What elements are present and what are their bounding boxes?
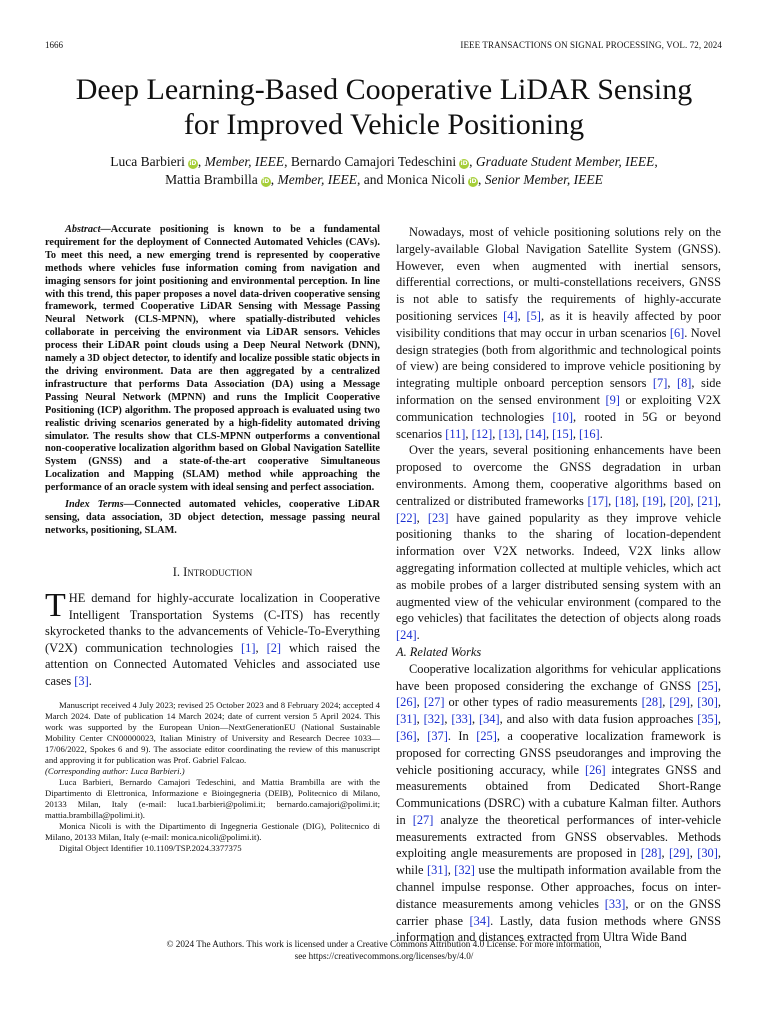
license-line-2 <box>0 950 768 962</box>
citation-link[interactable]: [2] <box>266 640 282 655</box>
citation-link[interactable]: [26] <box>396 695 417 710</box>
citation-link[interactable]: [31] <box>396 712 417 727</box>
citation-link[interactable]: [36] <box>396 728 417 743</box>
citation-link[interactable]: [30] <box>697 846 718 861</box>
citation-link[interactable]: [34] <box>469 913 491 928</box>
footnote-affiliation: Monica Nicoli is with the Dipartimento di Ingegneria Gestionale (DIG), Politecnico di Milano, 20133 Milan, Italy (e-mail: monica.nicoli@polimi.it). <box>45 820 380 842</box>
citation-link[interactable]: [24] <box>396 628 417 643</box>
footnote-received: Manuscript received 4 July 2023; revised 25 October 2023 and 8 February 2024; accepted 4 March 2024. Date of publication 14 March 2024; date of current version 5 April 2024. This work was supported by the European Union—NextGenerationEU (National Sustainable Mobility Center CN00000023, Italian Ministry of University and Research Decree 1033—17/06/2022, Spokes 6 and 9). The associate editor coordinating the review of this manuscript and approving it for publication was Prof. Gabriel Falcao. <box>45 699 380 765</box>
title-line-1: Deep Learning-Based Cooperative LiDAR Sensing <box>75 73 693 106</box>
citation-link[interactable]: [30] <box>697 695 718 710</box>
section-title: Introduction <box>183 564 253 579</box>
citation-link[interactable]: [3] <box>74 673 89 688</box>
citation-link[interactable]: [37] <box>427 728 448 743</box>
author-separator: , <box>477 172 485 187</box>
author-separator: , <box>284 154 291 169</box>
orcid-icon[interactable]: iD <box>460 160 468 167</box>
author-line-2 <box>0 171 768 189</box>
index-terms-label: Index Terms <box>65 499 124 511</box>
citation-link[interactable]: [21] <box>697 493 718 508</box>
footnote-affiliation: Luca Barbieri, Bernardo Camajori Tedeschini, and Mattia Brambilla are with the Dipartimento di Elettronica, Informazione e Bioingegneria (DEIB), Politecnico di Milano, 20133 Milan, Italy (e-mail: luca1.barbieri@polimi.it; bernardo.camajori@polimi.it; mattia.brambilla@polimi.it). <box>45 776 380 820</box>
orcid-icon[interactable]: iD <box>189 160 197 167</box>
footnotes <box>45 700 380 854</box>
citation-link[interactable]: [10] <box>552 409 574 424</box>
drop-cap: T <box>45 586 66 624</box>
citation-link[interactable]: [33] <box>451 712 472 727</box>
citation-link[interactable]: [33] <box>604 896 626 911</box>
citation-link[interactable]: [12] <box>471 426 493 441</box>
citation-link[interactable]: [1] <box>241 640 256 655</box>
index-terms <box>45 499 380 538</box>
author-name: Bernardo Camajori Tedeschini <box>290 154 457 169</box>
citation-link[interactable]: [32] <box>454 863 475 878</box>
author-name: Luca Barbieri <box>110 154 185 169</box>
author-line-1 <box>0 153 768 171</box>
title-line-2: for Improved Vehicle Positioning <box>183 108 585 141</box>
author-separator: , <box>469 154 476 169</box>
intro-paragraph <box>45 586 381 690</box>
license-prefix: see <box>294 951 309 961</box>
abstract <box>45 224 380 495</box>
footnote-corresponding: (Corresponding author: Luca Barbieri.) <box>45 765 185 776</box>
citation-link[interactable]: [22] <box>396 510 417 525</box>
page-number: 1666 <box>45 40 63 50</box>
license-link[interactable]: https://creativecommons.org/licenses/by/4.0/ <box>308 951 474 961</box>
paper-title <box>0 72 768 142</box>
orcid-icon[interactable]: iD <box>262 178 270 185</box>
license-notice <box>0 938 768 962</box>
citation-link[interactable]: [25] <box>476 728 497 743</box>
intro-text: which raised the attention on Connected Automated Vehicles and associated use cases <box>45 640 381 688</box>
section-heading-introduction <box>45 564 380 580</box>
citation-link[interactable]: [5] <box>526 308 541 323</box>
citation-link[interactable]: [8] <box>676 376 692 391</box>
author-list <box>0 153 768 189</box>
author-separator: , and <box>357 172 387 187</box>
intro-text: HE demand for highly-accurate localization in Cooperative Intelligent Transportation Systems (C-ITS) has recently skyrocketed thanks to the advancements of Vehicle-To-Everything (V2X) communication technologies <box>45 590 380 655</box>
citation-link[interactable]: [11] <box>445 426 466 441</box>
journal-header: IEEE TRANSACTIONS ON SIGNAL PROCESSING, VOL. 72, 2024 <box>460 40 722 50</box>
citation-link[interactable]: [16] <box>579 426 600 441</box>
citation-link[interactable]: [31] <box>427 863 448 878</box>
intro-text: , <box>255 640 267 655</box>
footnote-doi: Digital Object Identifier 10.1109/TSP.2024.3377375 <box>59 842 242 853</box>
right-column <box>396 224 721 946</box>
citation-link[interactable]: [35] <box>697 712 718 727</box>
author-separator: , <box>197 154 205 169</box>
body-paragraph: Cooperative localization algorithms for vehicular applications have been proposed considering the exchange of GNSS [25], [26], [27] or other types of radio measurements [28], [29], [30], [31], [32], [33], [34], and also with data fusion approaches [35], [36], [37]. In [25], a cooperative localization framework is proposed for correcting GNSS pseudoranges and improving the vehicle positioning accuracy, while [26] integrates GNSS and measurements obtained from Dedicated Short-Range Communications (DSRC) with a cubature Kalman filter. Authors in [27] analyze the theoretical performances of inter-vehicle measurements extracted from GNSS observables. Methods exploiting angle measurements are proposed in [28], [29], [30], while [31], [32] use the multipath information available from the channel impulse response. Other approaches, focus on inter-distance measurements among vehicles [33], or on the GNSS carrier phase [34]. Lastly, data fusion methods where GNSS information and distances extracted from Ultra Wide Band <box>396 661 721 945</box>
author-role: Senior Member, IEEE <box>484 172 603 187</box>
citation-link[interactable]: [15] <box>552 426 573 441</box>
license-line-1: © 2024 The Authors. This work is licensed under a Creative Commons Attribution 4.0 License. For more information, <box>166 939 602 949</box>
citation-link[interactable]: [6] <box>669 325 685 340</box>
body-paragraph: Over the years, several positioning enhancements have been proposed to overcome the GNSS degradation in urban environments. Among them, cooperative algorithms based on centralized or distributed frameworks [17], [18], [19], [20], [21], [22], [23] have gained popularity as they improve vehicle positioning thanks to the sharing of location-dependent information over V2X networks. Indeed, V2X links allow aggregating information collected at multiple vehicles, which act as mobile probes of a larger distributed sensing system with an augmented view of the vehicular environment (compared to the ego vehicles) that facilitates the detection of objects along roads [24]. <box>396 443 721 643</box>
citation-link[interactable]: [17] <box>587 493 609 508</box>
citation-link[interactable]: [26] <box>584 762 606 777</box>
author-role: Graduate Student Member, IEEE <box>475 154 655 169</box>
citation-link[interactable]: [29] <box>669 695 691 710</box>
author-separator: , <box>270 172 278 187</box>
citation-link[interactable]: [20] <box>669 493 691 508</box>
citation-link[interactable]: [27] <box>412 812 434 827</box>
citation-link[interactable]: [28] <box>641 695 663 710</box>
subsection-heading: A. Related Works <box>396 644 482 659</box>
citation-link[interactable]: [13] <box>498 426 520 441</box>
citation-link[interactable]: [18] <box>614 493 636 508</box>
abstract-body: —Accurate positioning is known to be a fundamental requirement for the deployment of Connected Automated Vehicles (CAVs). To meet this need, a new emerging trend is represented by cooperative methods where vehicles fuse information coming from navigation and imaging sensors for joint positioning and environmental perception. In line with this trend, this paper proposes a novel data-driven cooperative sensing framework, termed Cooperative LiDAR Sensing with Message Passing Neural Network (CLS-MPNN), where spatially-distributed vehicles collaborate in perceiving the environment via LiDAR sensors. Vehicles process their LiDAR point clouds using a Deep Neural Network (DNN), namely a 3D object detector, to identify and localize possible static objects in the driving environment. Data are then aggregated by a centralized infrastructure that performs Data Association (DA) using a Message Passing Neural Network (MPNN) and runs the Implicit Cooperative Positioning (ICP) algorithm. The proposed approach is evaluated using two realistic driving scenarios generated by a high-fidelity automated driving simulator. The results show that CLS-MPNN outperforms a conventional non-cooperative localization algorithm based on Global Navigation Satellite System (GNSS) and a state-of-the-art cooperative Simultaneous Localization and Mapping (SLAM) method while approaching the performance of an oracle system with ideal sensing and perfect association. <box>45 224 380 494</box>
index-terms-body: —Connected automated vehicles, cooperative LiDAR sensing, data association, 3D object detection, message passing neural networks, positioning, SLAM. <box>45 499 380 536</box>
citation-link[interactable]: [32] <box>423 712 445 727</box>
abstract-label: Abstract <box>65 224 101 235</box>
section-numeral: I. <box>172 564 184 579</box>
citation-link[interactable]: [14] <box>525 426 546 441</box>
intro-text: . <box>88 673 92 688</box>
citation-link[interactable]: [29] <box>669 846 690 861</box>
citation-link[interactable]: [25] <box>697 678 718 693</box>
citation-link[interactable]: [19] <box>642 493 664 508</box>
citation-link[interactable]: [9] <box>605 392 620 407</box>
left-column <box>45 224 380 854</box>
orcid-icon[interactable]: iD <box>469 178 477 185</box>
author-separator: , <box>654 154 658 169</box>
citation-link[interactable]: [7] <box>652 376 668 391</box>
author-name: Mattia Brambilla <box>165 172 258 187</box>
body-paragraph: Nowadays, most of vehicle positioning solutions rely on the largely-available Global Navigation Satellite System (GNSS). However, even when augmented with inertial sensors, differential corrections, or multi-constellations receivers, GNSS is not able to satisfy the requirements of highly-accurate positioning services [4], [5], as it is heavily affected by poor visibility conditions that may occur in urban scenarios [6]. Novel design strategies (both from algorithmic and technological points of view) are being considered to improve vehicle positioning by integrating multiple onboard perception sensors [7], [8], side information on the sensed environment [9] or exploiting V2X communication technologies [10], rooted in 5G or beyond scenarios [11], [12], [13], [14], [15], [16]. <box>396 225 721 441</box>
citation-link[interactable]: [27] <box>423 695 445 710</box>
citation-link[interactable]: [4] <box>503 308 518 323</box>
author-name: Monica Nicoli <box>386 172 465 187</box>
author-role: Member, IEEE <box>204 154 285 169</box>
citation-link[interactable]: [34] <box>478 712 500 727</box>
citation-link[interactable]: [28] <box>640 846 662 861</box>
citation-link[interactable]: [23] <box>427 510 449 525</box>
author-role: Member, IEEE <box>277 172 357 187</box>
